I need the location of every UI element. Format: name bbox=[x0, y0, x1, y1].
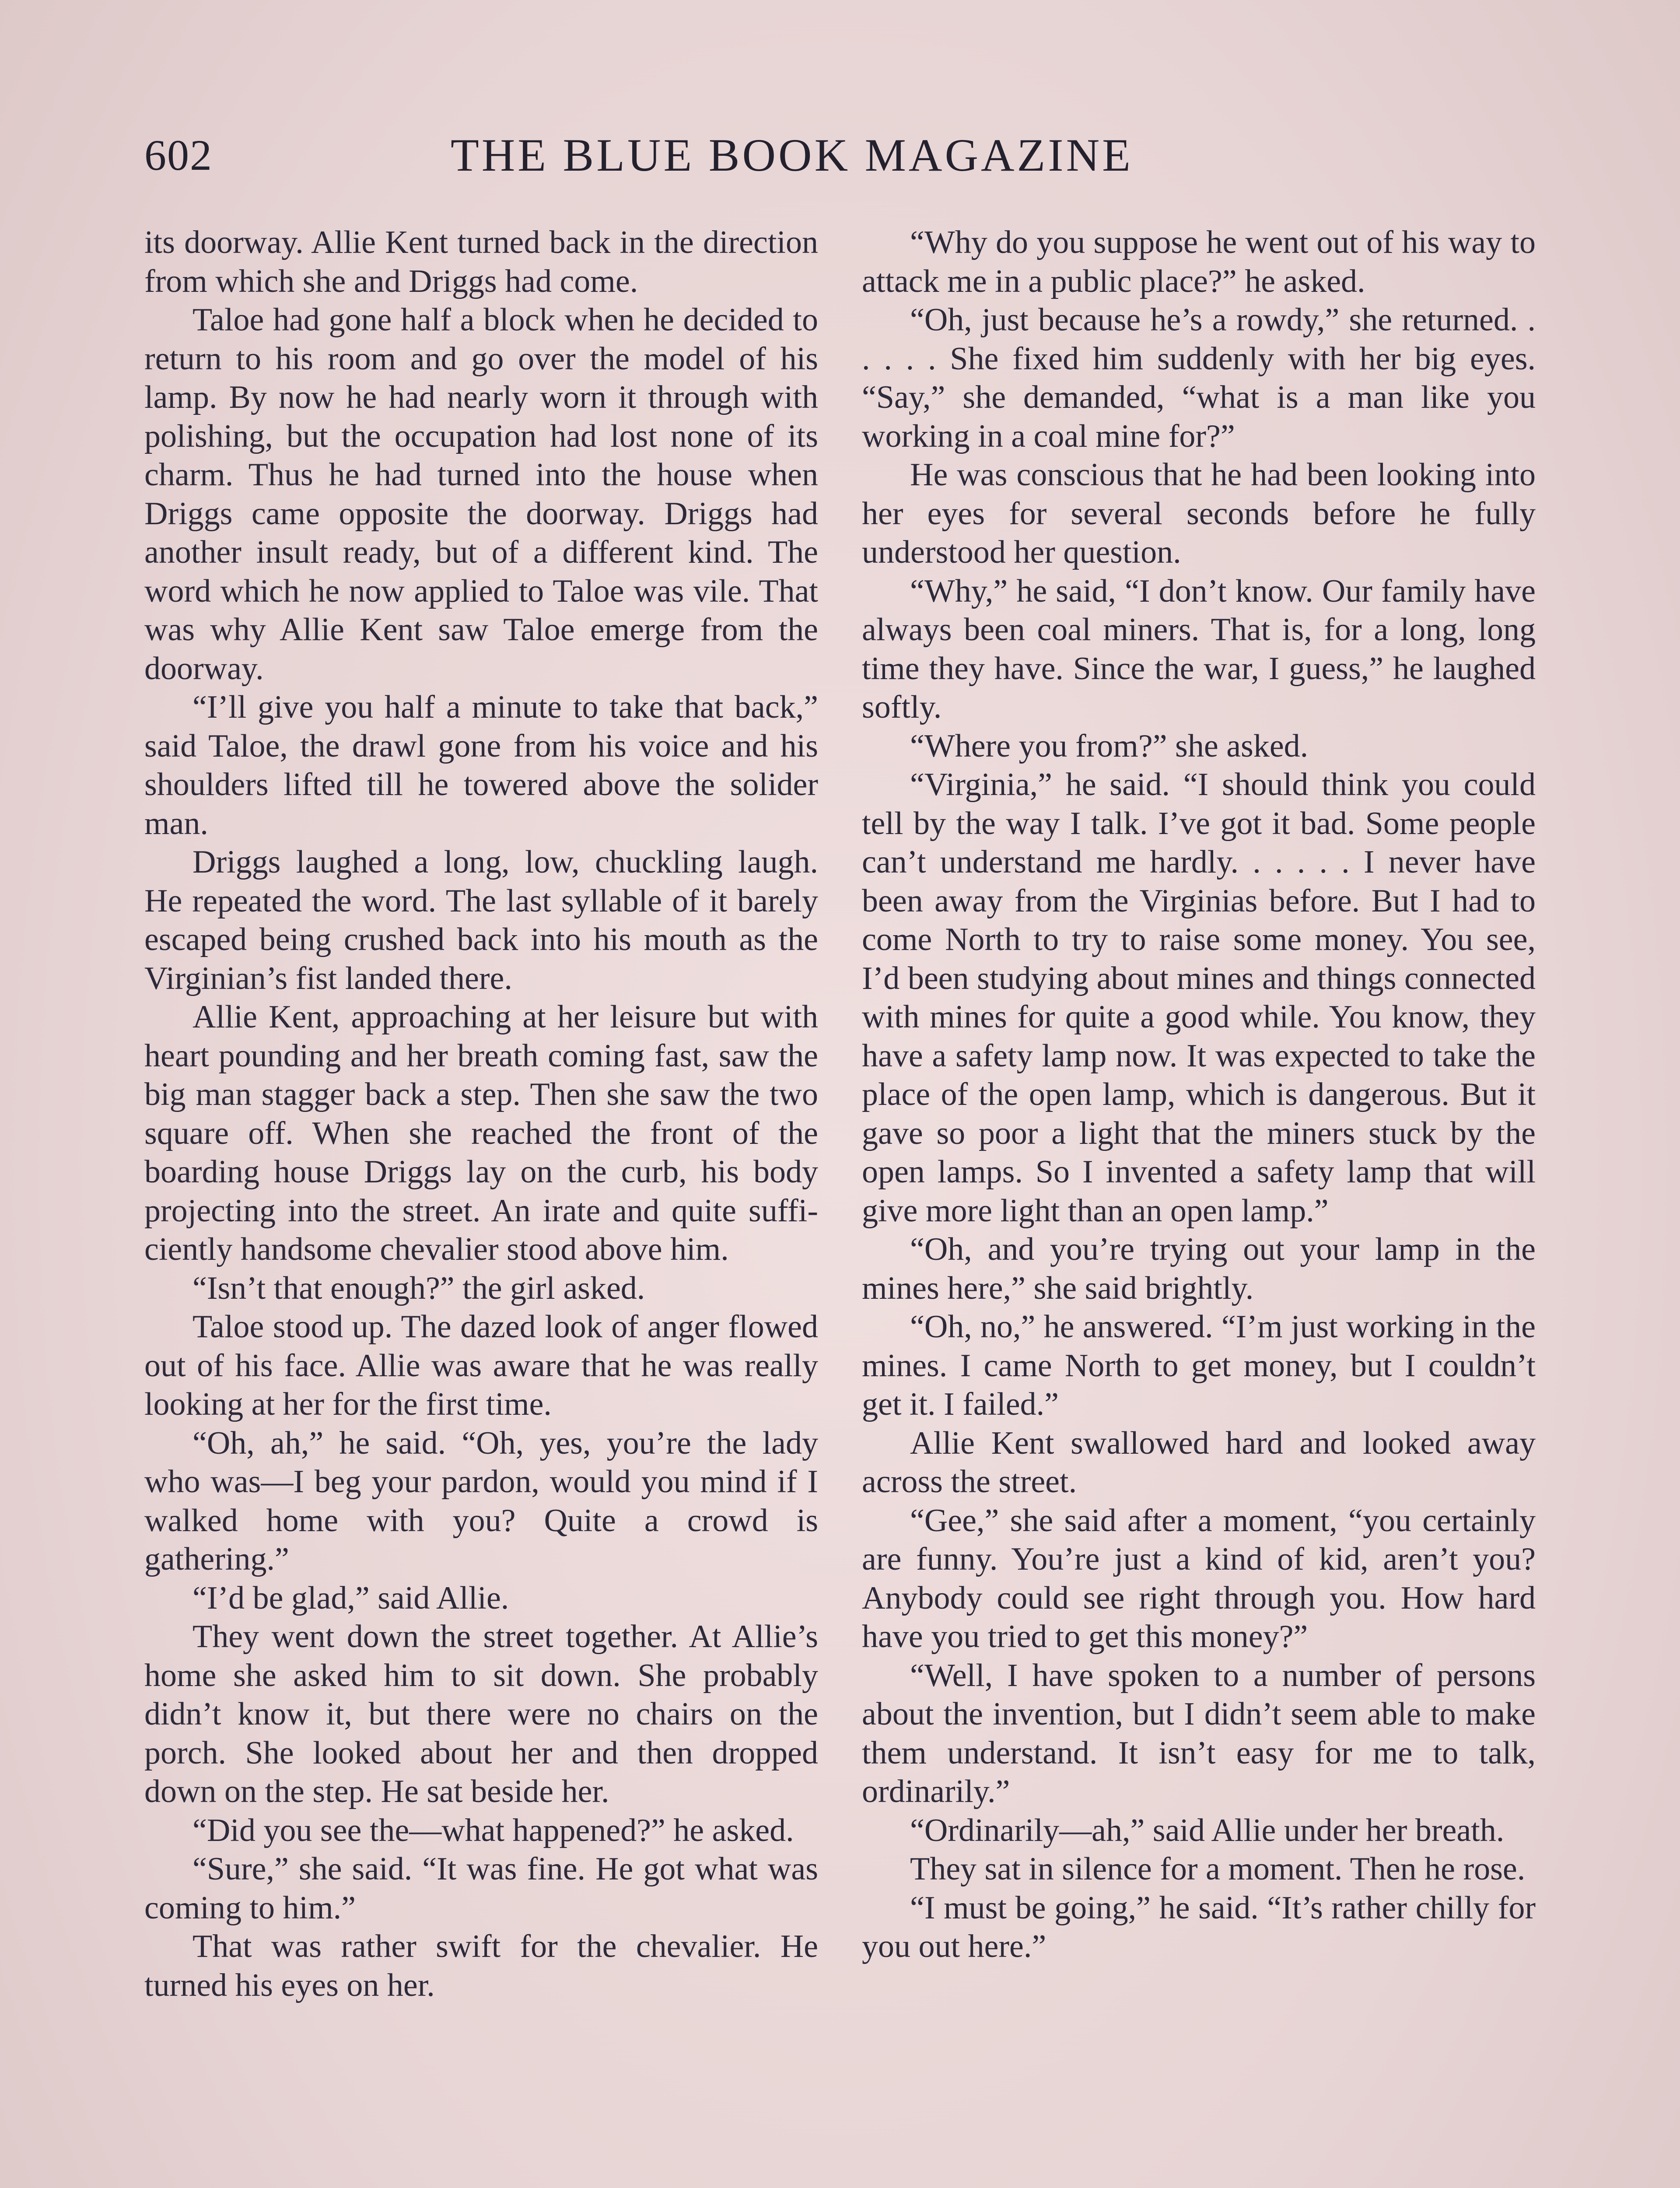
paragraph: “Virginia,” he said. “I should think you could tell by the way I talk. I’ve got it bad. Some people can’t understand me hardly. . . . . . I never have been away from the Virginias before. But I had to come North to try to raise some money. You see, I’d been studying about mines and things connected with mines for quite a good while. You know, they have a safety lamp now. It was expected to take the place of the open lamp, which is dangerous. But it gave so poor a light that the miners stuck by the open lamps. So I invented a safety lamp that will give more light than an open lamp.” bbox=[862, 767, 1536, 1229]
paragraph: Driggs laughed a long, low, chuckling laugh. He repeated the word. The last syllable of it barely escaped being crushed back into his mouth as the Virginian’s fist landed there. bbox=[144, 844, 818, 996]
paragraph: Allie Kent, approaching at her leisure but with heart pounding and her breath coming fast, saw the big man stagger back a step. Then she saw the two square off. When she reached the front of the boarding house Driggs lay on the curb, his body projecting into the street. An irate and quite sufficiently handsome chevalier stood above him. bbox=[144, 999, 818, 1267]
paragraph: “Ordinarily—ah,” said Allie under her breath. bbox=[910, 1812, 1505, 1848]
paragraph: “I must be going,” he said. “It’s rather chilly for you out here.” bbox=[862, 1890, 1536, 1964]
page-header bbox=[144, 127, 1558, 193]
paragraph: He was conscious that he had been looking into her eyes for several seconds before he fully understood her question. bbox=[862, 457, 1536, 570]
paragraph: “Well, I have spoken to a number of persons about the invention, but I didn’t seem able to make them understand. It isn’t easy for me to talk, ordinarily.” bbox=[862, 1657, 1536, 1809]
paragraph: They sat in silence for a moment. Then he rose. bbox=[910, 1851, 1526, 1887]
paragraph: They went down the street together. At Allie’s home she asked him to sit down. She probably didn’t know it, but there were no chairs on the porch. She looked about her and then dropped down on the step. He sat beside her. bbox=[144, 1619, 818, 1809]
page-number: 602 bbox=[144, 131, 213, 179]
paragraph: “Oh, no,” he answered. “I’m just working in the mines. I came North to get money, but I couldn’t get it. I failed.” bbox=[862, 1309, 1536, 1422]
right-text-column bbox=[862, 223, 1536, 1966]
paragraph: Taloe stood up. The dazed look of anger flowed out of his face. Allie was aware that he was really looking at her for the first time. bbox=[144, 1309, 818, 1422]
paragraph: “Gee,” she said after a moment, “you certainly are funny. You’re just a kind of kid, aren’t you? Anybody could see right through you. How hard have you tried to get this money?” bbox=[862, 1502, 1536, 1655]
paragraph: “Oh, and you’re trying out your lamp in the mines here,” she said brightly. bbox=[862, 1231, 1536, 1306]
paragraph: “Why,” he said, “I don’t know. Our family have always been coal miners. That is, for a long, long time they have. Since the war, I guess,” he laughed softly. bbox=[862, 573, 1536, 725]
paragraph: “Did you see the—what happened?” he asked. bbox=[192, 1812, 794, 1848]
paragraph: Allie Kent swallowed hard and looked away across the street. bbox=[862, 1425, 1536, 1500]
paragraph: “Where you from?” she asked. bbox=[910, 728, 1309, 764]
paragraph: “Oh, ah,” he said. “Oh, yes, you’re the lady who was—I beg your pardon, would you mind if I walked home with you? Quite a crowd is gathering.” bbox=[144, 1425, 818, 1577]
paragraph: “Why do you suppose he went out of his way to attack me in a public place?” he asked. bbox=[862, 224, 1536, 299]
paragraph: its doorway. Allie Kent turned back in the direction from which she and Driggs had come. bbox=[144, 224, 818, 299]
paragraph: “Sure,” she said. “It was fine. He got what was coming to him.” bbox=[144, 1851, 818, 1926]
left-text-column bbox=[144, 223, 818, 2005]
magazine-title: THE BLUE BOOK MAGAZINE bbox=[451, 130, 1133, 181]
paragraph: “I’d be glad,” said Allie. bbox=[192, 1580, 509, 1616]
paragraph: That was rather swift for the chevalier. He turned his eyes on her. bbox=[144, 1929, 818, 2003]
paragraph: “Oh, just because he’s a rowdy,” she returned. . . . . . She fixed him suddenly with her big eyes. “Say,” she demanded, “what is a man like you working in a coal mine for?” bbox=[862, 302, 1536, 454]
paragraph: Taloe had gone half a block when he decided to return to his room and go over the model of his lamp. By now he had nearly worn it through with polishing, but the occupation had lost none of its charm. Thus he had turned into the house when Driggs came opposite the doorway. Driggs had another insult ready, but of a different kind. The word which he now applied to Taloe was vile. That was why Allie Kent saw Taloe emerge from the doorway. bbox=[144, 302, 818, 687]
paragraph: “Isn’t that enough?” the girl asked. bbox=[192, 1270, 645, 1306]
paragraph: “I’ll give you half a minute to take that back,” said Taloe, the drawl gone from his voice and his shoulders lifted till he towered above the solider man. bbox=[144, 689, 818, 842]
